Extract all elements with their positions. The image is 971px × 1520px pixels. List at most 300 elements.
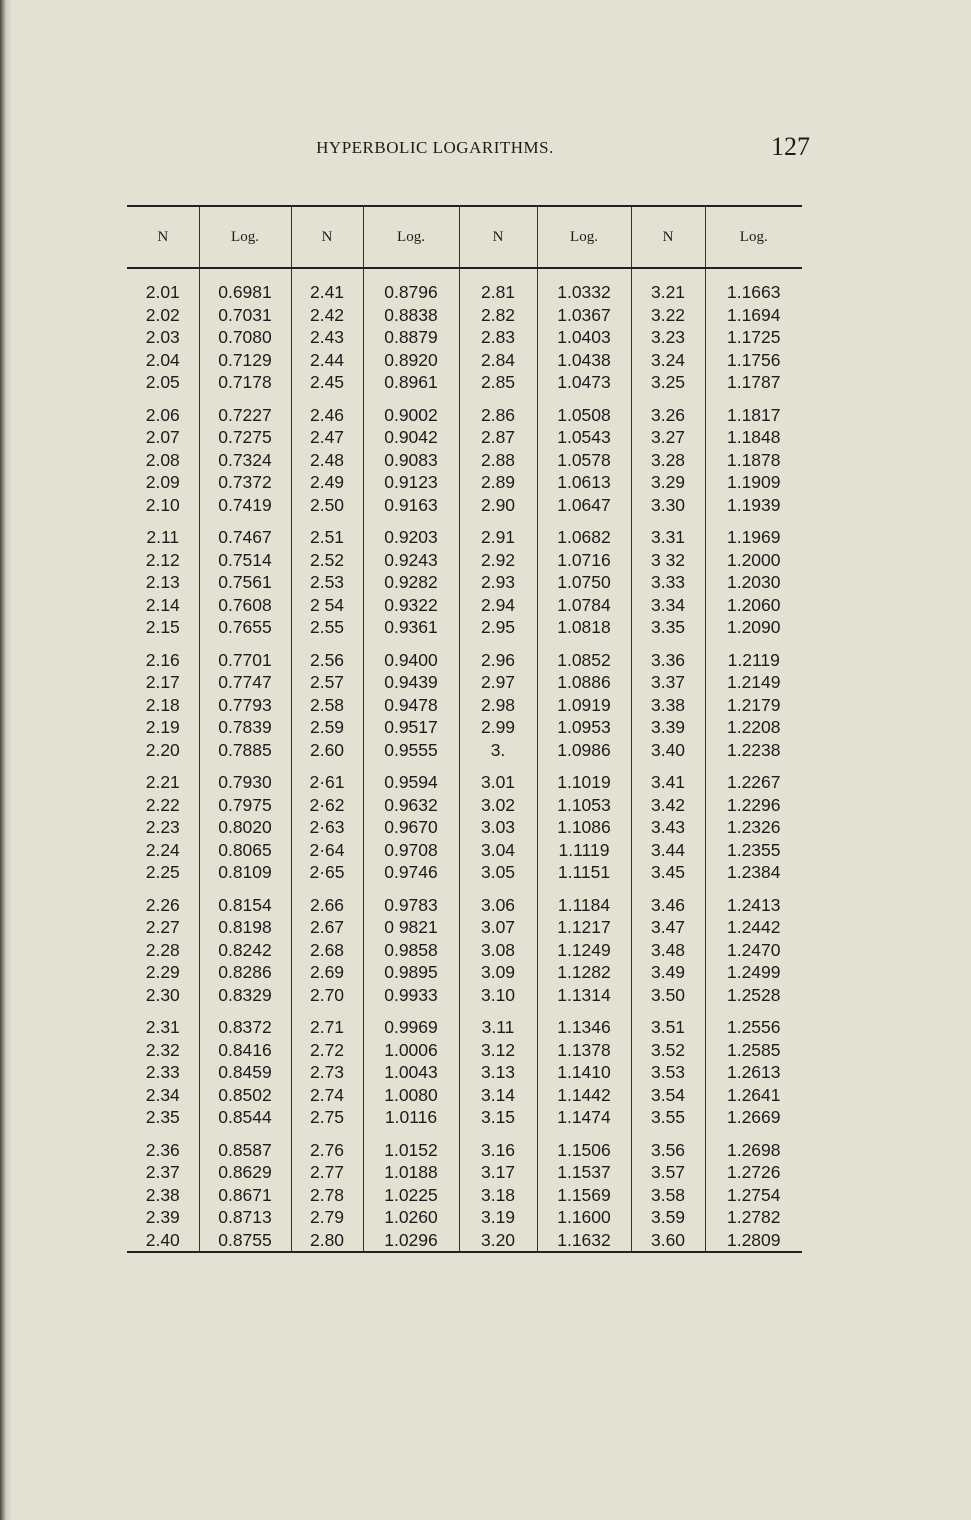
cell-n: 3.09 [459,961,537,984]
table-row [127,639,802,672]
cell-log: 1.1569 [537,1184,631,1207]
cell-log: 0.8920 [363,349,459,372]
cell-log: 1.1725 [705,326,802,349]
cell-n: 2.78 [291,1184,363,1207]
cell-log: 1.2669 [705,1106,802,1129]
cell-log: 1.0225 [363,1184,459,1207]
cell-log: 0.8671 [199,1184,291,1207]
cell-log: 1.2384 [705,861,802,884]
cell-n: 2.79 [291,1206,363,1229]
cell-n: 2.89 [459,471,537,494]
logarithm-table [127,205,802,1253]
cell-log: 1.1086 [537,816,631,839]
cell-n: 2.51 [291,516,363,549]
table-row [127,1084,802,1107]
running-title: HYPERBOLIC LOGARITHMS. [316,138,554,157]
cell-log: 1.2499 [705,961,802,984]
table-body [127,268,802,1252]
table-row [127,861,802,884]
cell-n: 3.58 [631,1184,705,1207]
table-spacer-row [127,268,802,281]
cell-log: 0.9002 [363,394,459,427]
cell-n: 3.05 [459,861,537,884]
cell-n: 2.18 [145,694,180,715]
cell-log: 0.8198 [199,916,291,939]
cell-log: 1.0438 [537,349,631,372]
cell-n: 3.26 [631,394,705,427]
cell-log: 1.1282 [537,961,631,984]
cell-log: 1.1410 [537,1061,631,1084]
cell-n: 3.54 [631,1084,705,1107]
table-row [127,1229,802,1253]
cell-n: 2.43 [291,326,363,349]
cell-n: 3.41 [631,761,705,794]
cell-log: 1.1878 [705,449,802,472]
cell-n: 2.30 [145,984,180,1005]
table-row [127,426,802,449]
cell-n: 3.25 [631,371,705,394]
cell-n: 3.24 [631,349,705,372]
table-header-row [127,206,802,268]
cell-n: 3.36 [631,639,705,672]
cell-log: 0.9555 [363,739,459,762]
cell-n: 3.11 [459,1006,537,1039]
cell-log: 0.9243 [363,549,459,572]
cell-log: 1.0919 [537,694,631,717]
cell-log: 1.1442 [537,1084,631,1107]
table-row [127,516,802,549]
spacer-cell [291,268,363,281]
cell-n: 2.75 [291,1106,363,1129]
table-row [127,1206,802,1229]
cell-n: 2.52 [291,549,363,572]
table-row [127,471,802,494]
cell-n: 3.30 [631,494,705,517]
cell-log: 0.9783 [363,884,459,917]
header-n: N [459,206,537,268]
cell-log: 1.0332 [537,281,631,304]
cell-log: 1.2060 [705,594,802,617]
spacer-cell [459,268,537,281]
cell-log: 1.0784 [537,594,631,617]
cell-log: 1.0986 [537,739,631,762]
cell-n: 2.56 [291,639,363,672]
cell-n: 2.01 [145,282,180,302]
cell-log: 0.8286 [199,961,291,984]
cell-log: 1.2090 [705,616,802,639]
cell-n: 2.57 [291,671,363,694]
table-row [127,494,802,517]
cell-n: 2.70 [291,984,363,1007]
cell-n: 3.43 [631,816,705,839]
cell-n: 3.27 [631,426,705,449]
table-row [127,1106,802,1129]
cell-n: 2.19 [145,717,180,737]
cell-log: 1.0818 [537,616,631,639]
cell-n: 2.50 [291,494,363,517]
cell-log: 0.9708 [363,839,459,862]
cell-n: 3.55 [631,1106,705,1129]
cell-n: 2.86 [459,394,537,427]
cell-log: 1.2641 [705,1084,802,1107]
cell-n: 2.12 [145,549,180,570]
cell-log: 1.1184 [537,884,631,917]
cell-log: 1.1119 [537,839,631,862]
cell-log: 1.0886 [537,671,631,694]
cell-log: 1.1939 [705,494,802,517]
cell-n: 2.36 [145,1139,180,1160]
cell-n: 2·62 [291,794,363,817]
table-row [127,961,802,984]
table-row [127,304,802,327]
cell-n: 3.42 [631,794,705,817]
cell-log: 1.2355 [705,839,802,862]
cell-log: 0.9969 [363,1006,459,1039]
cell-n: 3.51 [631,1006,705,1039]
cell-n: 3.13 [459,1061,537,1084]
cell-log: 0.9083 [363,449,459,472]
cell-log: 0.8065 [199,839,291,862]
table-row [127,939,802,962]
cell-log: 1.0260 [363,1206,459,1229]
cell-n: 2.71 [291,1006,363,1039]
cell-n: 2.93 [459,571,537,594]
table-row [127,1061,802,1084]
cell-log: 1.0750 [537,571,631,594]
cell-log: 0.9632 [363,794,459,817]
cell-n: 2.46 [291,394,363,427]
cell-n: 2·61 [291,761,363,794]
cell-n: 2.09 [145,472,180,492]
table-row [127,1039,802,1062]
table-row [127,449,802,472]
cell-log: 0.8242 [199,939,291,962]
cell-n: 3 32 [631,549,705,572]
table-row [127,1006,802,1039]
table-row [127,616,802,639]
cell-n: 2.26 [145,894,180,915]
cell-log: 1.1756 [705,349,802,372]
table-row [127,1129,802,1162]
cell-log: 1.1151 [537,861,631,884]
cell-n: 2.85 [459,371,537,394]
cell-n: 3. [459,739,537,762]
cell-n: 3.38 [631,694,705,717]
cell-n: 2.59 [291,716,363,739]
cell-n: 2.22 [145,794,180,815]
cell-log: 0.8020 [199,816,291,839]
cell-log: 0.9594 [363,761,459,794]
table-row [127,916,802,939]
cell-log: 1.1787 [705,371,802,394]
cell-n: 2.20 [145,739,180,760]
cell-log: 1.1474 [537,1106,631,1129]
cell-n: 3.60 [631,1229,705,1253]
cell-n: 3.29 [631,471,705,494]
cell-n: 3.19 [459,1206,537,1229]
cell-n: 2.03 [145,327,180,347]
cell-log: 0.7701 [199,639,291,672]
cell-n: 2.28 [145,939,180,960]
cell-n: 2.24 [145,839,180,860]
cell-n: 2.68 [291,939,363,962]
cell-n: 2.98 [459,694,537,717]
cell-log: 0.7885 [199,739,291,762]
table-row [127,281,802,304]
cell-n: 2.76 [291,1129,363,1162]
header-log: Log. [705,206,802,268]
table-row [127,794,802,817]
cell-log: 1.1537 [537,1161,631,1184]
cell-n: 3.04 [459,839,537,862]
cell-n: 2.69 [291,961,363,984]
cell-n: 2.74 [291,1084,363,1107]
header-log: Log. [363,206,459,268]
cell-n: 2.95 [459,616,537,639]
cell-n: 3.01 [459,761,537,794]
cell-log: 0.9042 [363,426,459,449]
cell-log: 0.9517 [363,716,459,739]
cell-n: 3.20 [459,1229,537,1253]
cell-log: 0.8416 [199,1039,291,1062]
table-row [127,716,802,739]
cell-log: 1.2149 [705,671,802,694]
cell-log: 0.8838 [363,304,459,327]
cell-log: 1.1969 [705,516,802,549]
page-header [0,132,971,168]
cell-log: 1.2326 [705,816,802,839]
cell-n: 2.25 [145,862,180,882]
cell-log: 0.9123 [363,471,459,494]
cell-log: 1.0403 [537,326,631,349]
cell-n: 3.31 [631,516,705,549]
cell-n: 3.12 [459,1039,537,1062]
cell-n: 2.47 [291,426,363,449]
table-row [127,761,802,794]
cell-log: 1.1600 [537,1206,631,1229]
cell-log: 1.2119 [705,639,802,672]
cell-log: 0.7514 [199,549,291,572]
cell-log: 0.9670 [363,816,459,839]
cell-log: 0.8459 [199,1061,291,1084]
cell-n: 3.18 [459,1184,537,1207]
cell-n: 2.80 [291,1229,363,1253]
cell-n: 3.44 [631,839,705,862]
spacer-cell [363,268,459,281]
cell-n: 3.07 [459,916,537,939]
cell-n: 2.90 [459,494,537,517]
cell-n: 2.32 [145,1039,180,1060]
cell-log: 1.1632 [537,1229,631,1253]
cell-log: 1.2179 [705,694,802,717]
cell-n: 2.49 [291,471,363,494]
cell-log: 0.7839 [199,716,291,739]
cell-log: 0.9858 [363,939,459,962]
cell-log: 1.1663 [705,281,802,304]
cell-n: 2.44 [291,349,363,372]
cell-log: 1.2613 [705,1061,802,1084]
cell-log: 0.7930 [199,761,291,794]
cell-log: 1.0152 [363,1129,459,1162]
cell-log: 1.1249 [537,939,631,962]
cell-n: 3.10 [459,984,537,1007]
cell-n: 2.84 [459,349,537,372]
cell-log: 1.1346 [537,1006,631,1039]
cell-log: 0.9163 [363,494,459,517]
table-row [127,739,802,762]
cell-n: 2.91 [459,516,537,549]
cell-log: 0.9478 [363,694,459,717]
cell-log: 1.2754 [705,1184,802,1207]
cell-n: 2.77 [291,1161,363,1184]
cell-log: 0.9282 [363,571,459,594]
cell-n: 3.28 [631,449,705,472]
cell-log: 0.9400 [363,639,459,672]
cell-n: 2.48 [291,449,363,472]
cell-log: 1.0006 [363,1039,459,1062]
cell-log: 1.2413 [705,884,802,917]
cell-log: 1.1909 [705,471,802,494]
cell-n: 2.94 [459,594,537,617]
cell-log: 1.0953 [537,716,631,739]
table-row [127,394,802,427]
cell-log: 0.7178 [199,371,291,394]
cell-n: 2·65 [291,861,363,884]
cell-log: 1.0852 [537,639,631,672]
cell-n: 2.35 [145,1107,180,1127]
cell-n: 3.17 [459,1161,537,1184]
cell-log: 1.1019 [537,761,631,794]
cell-n: 2.02 [145,304,180,325]
cell-log: 0.7324 [199,449,291,472]
cell-n: 3.40 [631,739,705,762]
table-row [127,371,802,394]
table-row [127,1161,802,1184]
cell-n: 3.08 [459,939,537,962]
cell-n: 2.67 [291,916,363,939]
cell-n: 2.83 [459,326,537,349]
cell-n: 2.17 [145,672,180,692]
spacer-cell [631,268,705,281]
cell-log: 0.8629 [199,1161,291,1184]
cell-log: 1.1694 [705,304,802,327]
cell-n: 2.04 [145,349,180,370]
table-row [127,694,802,717]
cell-n: 3.22 [631,304,705,327]
cell-log: 0.7275 [199,426,291,449]
table-row [127,839,802,862]
cell-log: 1.0296 [363,1229,459,1253]
spacer-cell [127,268,199,281]
table-row [127,326,802,349]
cell-n: 2.81 [459,281,537,304]
cell-n: 2.41 [291,281,363,304]
cell-n: 3.47 [631,916,705,939]
cell-n: 2.29 [145,962,180,982]
cell-log: 0.8796 [363,281,459,304]
table-row [127,571,802,594]
cell-n: 2.58 [291,694,363,717]
cell-log: 0.9933 [363,984,459,1007]
cell-n: 3.59 [631,1206,705,1229]
cell-n: 2.34 [145,1084,180,1105]
cell-n: 2.13 [145,572,180,592]
cell-n: 3.56 [631,1129,705,1162]
page-number: 127 [771,132,810,161]
cell-log: 1.0716 [537,549,631,572]
cell-log: 1.2296 [705,794,802,817]
cell-n: 3.03 [459,816,537,839]
cell-log: 1.0080 [363,1084,459,1107]
cell-n: 2.33 [145,1062,180,1082]
cell-n: 3.34 [631,594,705,617]
table-row [127,594,802,617]
cell-log: 1.1314 [537,984,631,1007]
cell-log: 1.0578 [537,449,631,472]
cell-log: 1.0613 [537,471,631,494]
cell-n: 2.82 [459,304,537,327]
cell-log: 1.2809 [705,1229,802,1253]
cell-log: 1.0473 [537,371,631,394]
header-n: N [291,206,363,268]
cell-n: 3.02 [459,794,537,817]
cell-n: 2.99 [459,716,537,739]
cell-log: 0.8544 [199,1106,291,1129]
cell-n: 2.15 [145,617,180,637]
cell-n: 2.88 [459,449,537,472]
cell-log: 0.7227 [199,394,291,427]
cell-log: 0.6981 [199,281,291,304]
cell-log: 0.8879 [363,326,459,349]
cell-log: 0.9203 [363,516,459,549]
table-row [127,884,802,917]
cell-log: 1.1053 [537,794,631,817]
cell-n: 2.21 [145,772,180,792]
cell-log: 0.8961 [363,371,459,394]
cell-log: 1.0543 [537,426,631,449]
cell-n: 2.14 [145,594,180,615]
cell-n: 3.06 [459,884,537,917]
cell-log: 0.7561 [199,571,291,594]
cell-log: 1.1817 [705,394,802,427]
cell-n: 3.46 [631,884,705,917]
cell-n: 2.87 [459,426,537,449]
cell-log: 0.9746 [363,861,459,884]
cell-n: 2.45 [291,371,363,394]
cell-n: 2.27 [145,917,180,937]
cell-n: 3.52 [631,1039,705,1062]
spacer-cell [199,268,291,281]
cell-n: 2.72 [291,1039,363,1062]
cell-log: 1.2470 [705,939,802,962]
cell-n: 3.39 [631,716,705,739]
cell-log: 0.8587 [199,1129,291,1162]
cell-n: 2·63 [291,816,363,839]
cell-log: 1.2585 [705,1039,802,1062]
cell-log: 1.2698 [705,1129,802,1162]
cell-log: 1.0116 [363,1106,459,1129]
cell-log: 1.0508 [537,394,631,427]
cell-n: 2.53 [291,571,363,594]
cell-log: 0.9322 [363,594,459,617]
spacer-cell [537,268,631,281]
cell-n: 3.37 [631,671,705,694]
cell-log: 0.7419 [199,494,291,517]
cell-n: 3.35 [631,616,705,639]
cell-log: 0.8713 [199,1206,291,1229]
cell-n: 2.11 [146,527,180,547]
cell-log: 0.7372 [199,471,291,494]
